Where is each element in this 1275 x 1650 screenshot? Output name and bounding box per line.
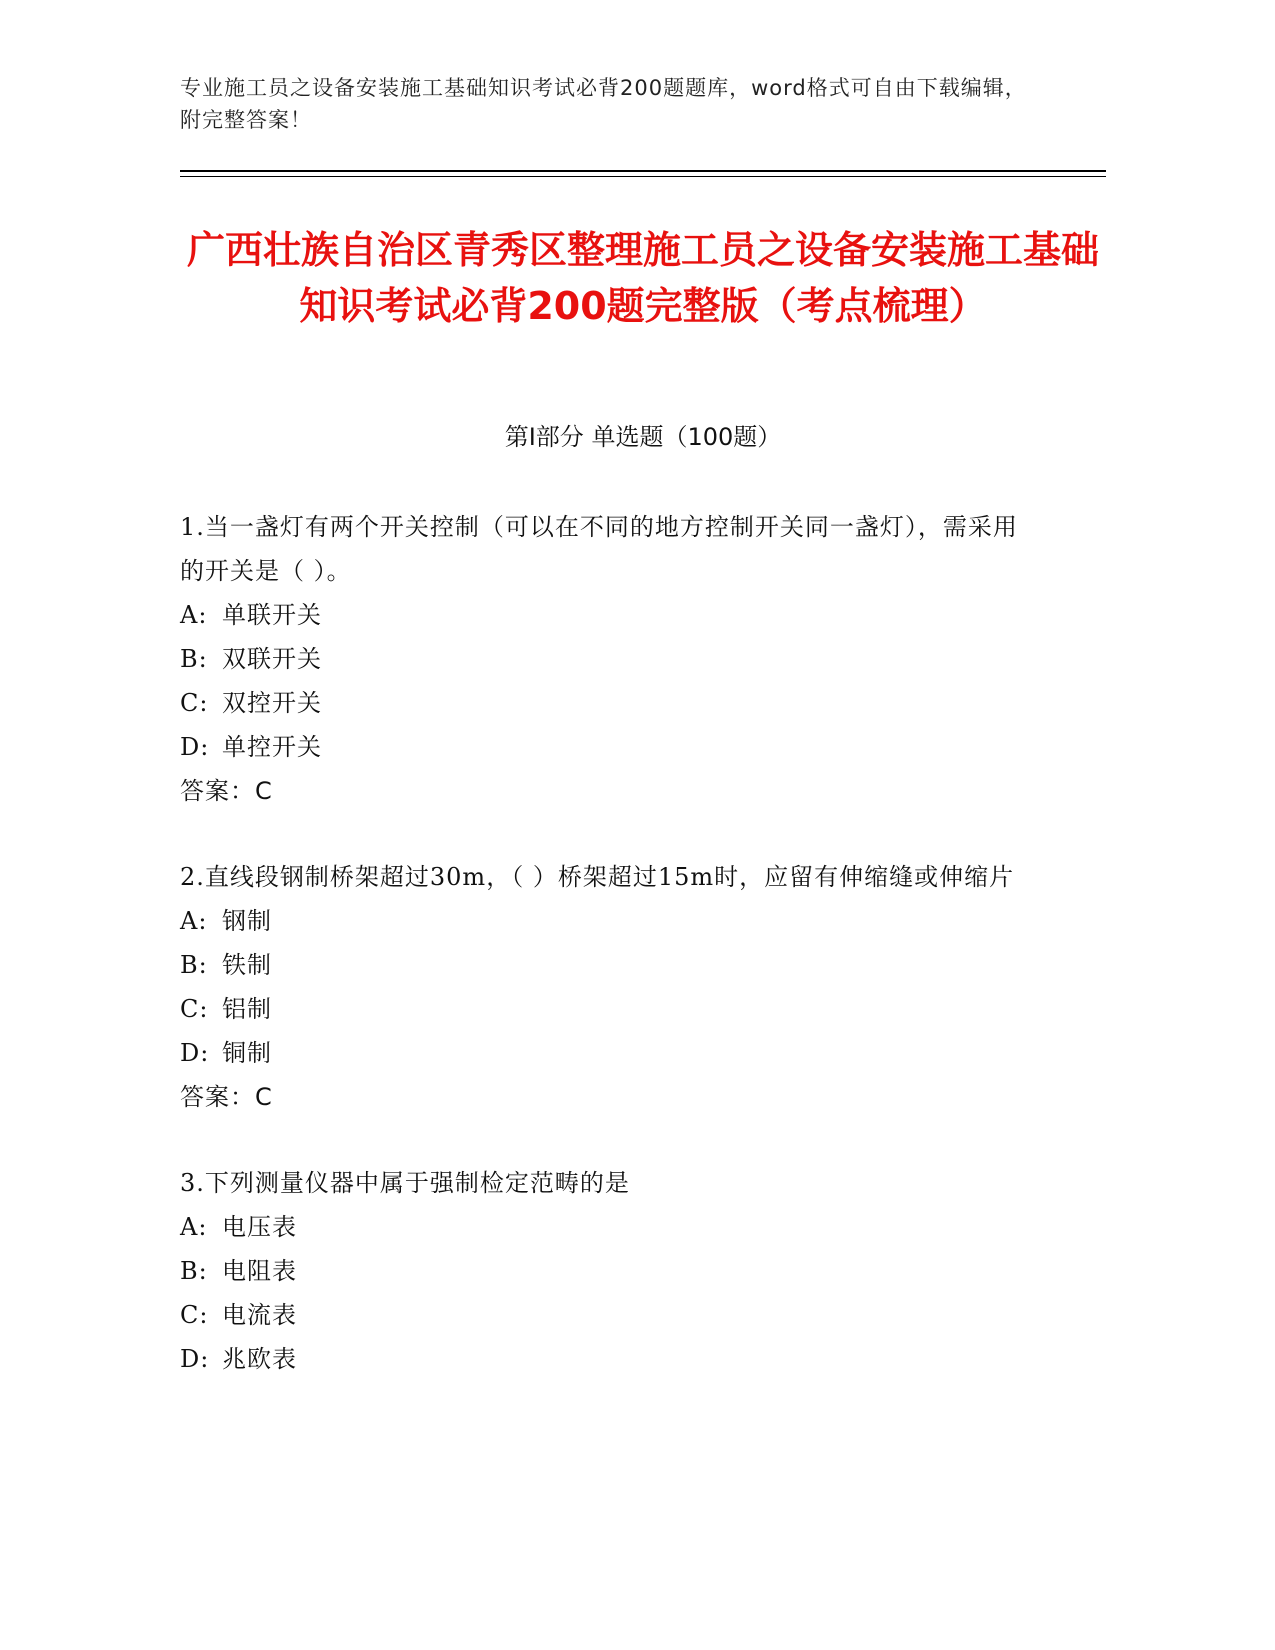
option-text: 电流表 xyxy=(222,1301,297,1329)
option-text: 双控开关 xyxy=(222,689,322,717)
option-text: 钢制 xyxy=(222,907,272,935)
option-letter: D: xyxy=(180,733,210,761)
option-letter: B: xyxy=(180,1257,208,1285)
option-c xyxy=(180,1293,1040,1337)
answer: 答案：C xyxy=(180,1083,273,1111)
option-d xyxy=(180,725,1040,769)
option-letter: A: xyxy=(180,907,208,935)
question-text: 3.下列测量仪器中属于强制检定范畴的是 xyxy=(180,1169,630,1197)
option-letter: C: xyxy=(180,995,209,1023)
option-letter: A: xyxy=(180,601,208,629)
option-letter: A: xyxy=(180,1213,208,1241)
option-text: 铁制 xyxy=(222,951,272,979)
option-b xyxy=(180,637,1040,681)
option-letter: D: xyxy=(180,1039,210,1067)
document-title: 广西壮族自治区青秀区整理施工员之设备安装施工基础知识考试必背200题完整版（考点梳理） xyxy=(186,228,1099,328)
option-letter: C: xyxy=(180,1301,209,1329)
option-text: 兆欧表 xyxy=(222,1345,297,1373)
header-note: 专业施工员之设备安装施工基础知识考试必背200题题库，word格式可自由下载编辑，附完整答案！ xyxy=(180,76,1027,132)
answer: 答案：C xyxy=(180,777,273,805)
option-text: 单控开关 xyxy=(222,733,322,761)
option-d xyxy=(180,1337,1040,1381)
option-text: 铜制 xyxy=(222,1039,272,1067)
option-text: 铝制 xyxy=(222,995,272,1023)
question-1 xyxy=(180,505,1040,813)
option-c xyxy=(180,681,1040,725)
header-divider-thin xyxy=(180,176,1106,177)
question-3 xyxy=(180,1161,1040,1381)
option-b xyxy=(180,1249,1040,1293)
question-list xyxy=(180,505,1040,1423)
option-text: 单联开关 xyxy=(222,601,322,629)
option-a xyxy=(180,1205,1040,1249)
option-d xyxy=(180,1031,1040,1075)
question-text: 1.当一盏灯有两个开关控制（可以在不同的地方控制开关同一盏灯），需采用的开关是（ ）。 xyxy=(180,513,1018,585)
option-letter: D: xyxy=(180,1345,210,1373)
option-a xyxy=(180,593,1040,637)
option-text: 电阻表 xyxy=(222,1257,297,1285)
option-letter: B: xyxy=(180,951,208,979)
option-a xyxy=(180,899,1040,943)
option-letter: C: xyxy=(180,689,209,717)
option-text: 双联开关 xyxy=(222,645,322,673)
option-b xyxy=(180,943,1040,987)
question-text: 2.直线段钢制桥架超过30m，（ ）桥架超过15m时，应留有伸缩缝或伸缩片 xyxy=(180,863,1015,891)
question-2 xyxy=(180,855,1040,1119)
option-letter: B: xyxy=(180,645,208,673)
option-c xyxy=(180,987,1040,1031)
header-divider-thick xyxy=(180,170,1106,172)
section-heading: 第I部分 单选题（100题） xyxy=(504,423,782,451)
option-text: 电压表 xyxy=(222,1213,297,1241)
